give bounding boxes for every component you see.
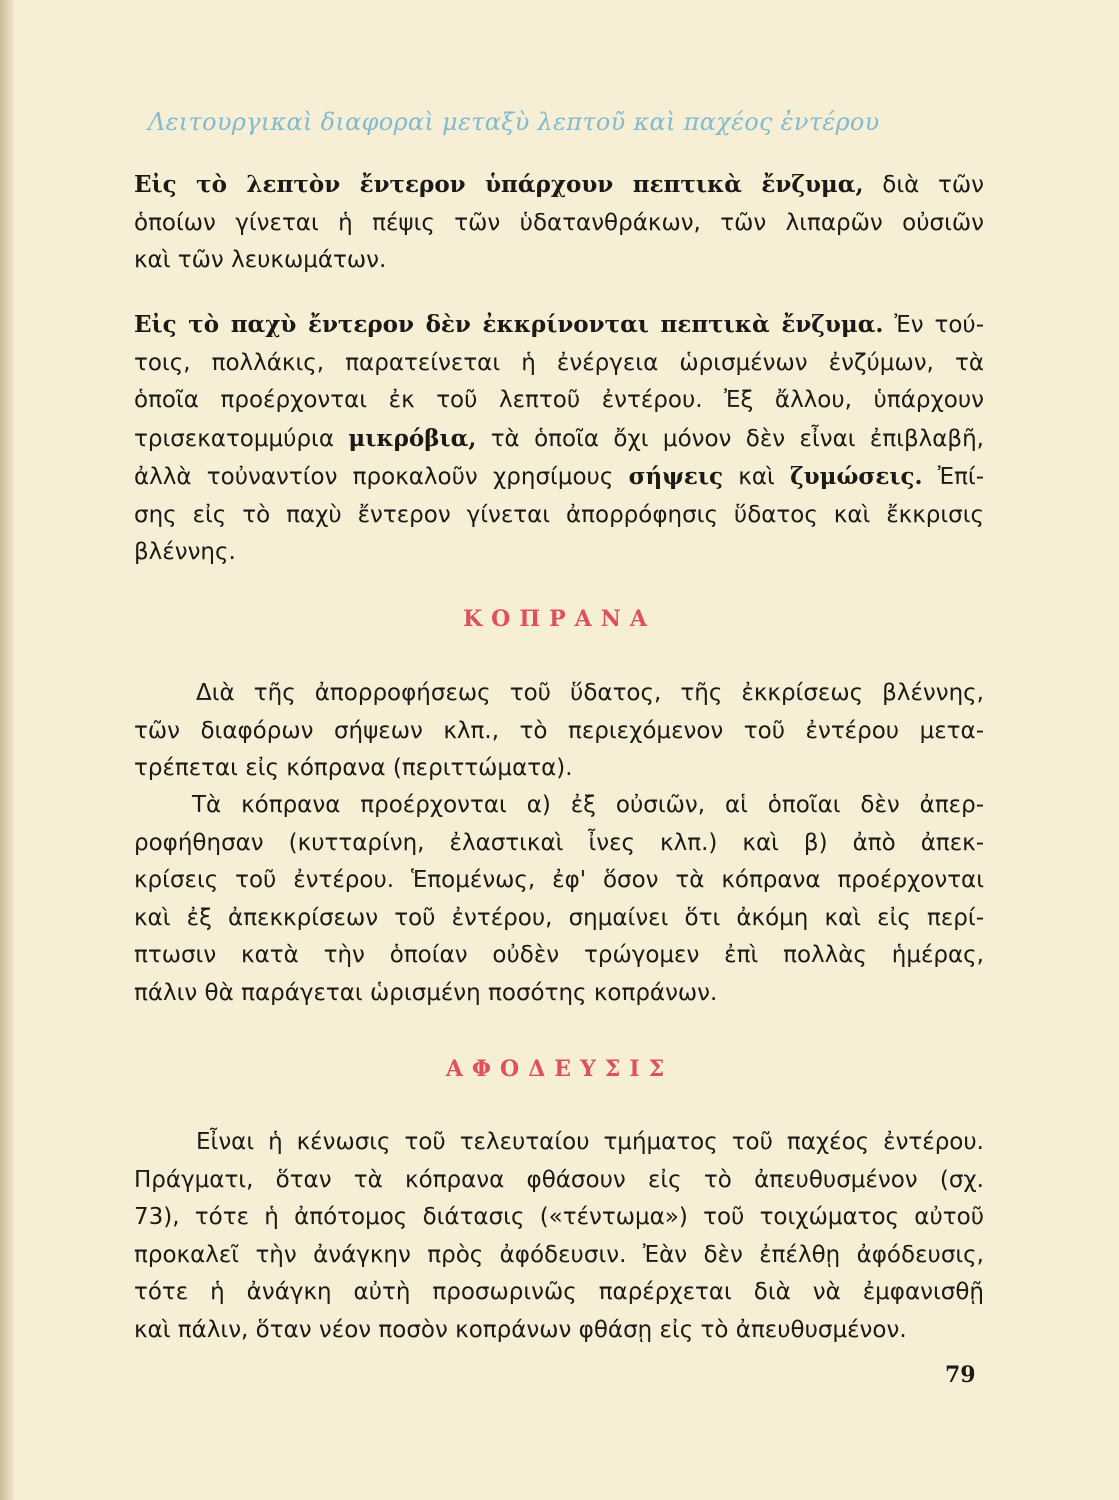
paragraph-large-intestine [134,306,984,572]
text-line: Εἰς τὸ λεπτὸν ἔντερον ὑπάρχουν πεπτικὰ ἔνζυμα, διὰ τῶν [134,171,984,198]
text-line: ἀλλὰ τοὐναντίον προκαλοῦν χρησίμους σήψεις καὶ ζυμώσεις. Ἐπί- [134,463,985,490]
text-line: ὁποίων γίνεται ἡ πέψις τῶν ὑδατανθράκων, τῶν λιπαρῶν οὐσιῶν [134,209,984,236]
text-line: τρέπεται εἰς κόπρανα (περιττώματα). [134,755,573,781]
page-number: 79 [945,1362,976,1388]
text-line: κρίσεις τοῦ ἐντέρου. Ἑπομένως, ἐφ' ὅσον τὰ κόπρανα προέρχονται [134,867,984,893]
text-line: σης εἰς τὸ παχὺ ἔντερον γίνεται ἀπορρόφησις ὕδατος καὶ ἔκκρισις [134,501,984,528]
paragraph-feces-formation [134,675,984,788]
text-line: προκαλεῖ τὴν ἀνάγκην πρὸς ἀφόδευσιν. Ἐὰν δὲν ἐπέλθῃ ἀφόδευσις, [134,1241,984,1268]
page-gutter [0,0,14,1500]
text-line: βλέννης. [134,539,236,565]
text-line: πάλιν θὰ παράγεται ὡρισμένη ποσότης κοπράνων. [134,979,718,1006]
text-line: ροφήθησαν (κυτταρίνη, ἐλαστικαὶ ἶνες κλπ.) καὶ β) ἀπὸ ἀπεκ- [134,829,984,856]
paragraph-feces-origin [134,787,984,1012]
text-line: Διὰ τῆς ἀπορροφήσεως τοῦ ὕδατος, τῆς ἐκκρίσεως βλέννης, [196,680,984,706]
text-line: τῶν διαφόρων σήψεων κλπ., τὸ περιεχόμενον τοῦ ἐντέρου μετα- [134,717,984,744]
text-line: τοις, πολλάκις, παρατείνεται ἡ ἐνέργεια ὡρισμένων ἐνζύμων, τὰ [134,349,984,376]
text-line: Εἰς τὸ παχὺ ἔντερον δὲν ἐκκρίνονται πεπτικὰ ἔνζυμα. Ἐν τού- [134,311,984,338]
text-line: ὁποῖα προέρχονται ἐκ τοῦ λεπτοῦ ἐντέρου. Ἐξ ἄλλου, ὑπάρχουν [134,387,984,413]
heading-afodeusis: ΑΦΟΔΕΥΣΙΣ [445,1056,674,1082]
text-line: καὶ ἐξ ἀπεκκρίσεων τοῦ ἐντέρου, σημαίνει ὅτι ἀκόμη καὶ εἰς περί- [134,904,984,931]
paragraph-small-intestine [134,166,984,280]
text-line: τρισεκατομμύρια μικρόβια, τὰ ὁποῖα ὄχι μόνον δὲν εἶναι ἐπιβλαβῆ, [134,424,984,452]
section-title: Λειτουργικαὶ διαφοραὶ μεταξὺ λεπτοῦ καὶ παχέος ἐντέρου [148,108,880,136]
text-line: τότε ἡ ἀνάγκη αὐτὴ προσωρινῶς παρέρχεται διὰ νὰ ἐμφανισθῇ [134,1279,984,1305]
text-line: 73), τότε ἡ ἀπότομος διάτασις («τέντωμα») τοῦ τοιχώματος αὐτοῦ [134,1204,984,1230]
text-line: καὶ τῶν λευκωμάτων. [134,247,387,273]
heading-kopran: ΚΟΠΡΑΝΑ [463,606,656,632]
text-line: καὶ πάλιν, ὅταν νέον ποσὸν κοπράνων φθάσῃ εἰς τὸ ἀπευθυσμένον. [134,1316,907,1343]
text-line: Τὰ κόπρανα προέρχονται α) ἐξ οὐσιῶν, αἱ ὁποῖαι δὲν ἀπερ- [192,792,984,818]
text-line: Εἶναι ἡ κένωσις τοῦ τελευταίου τμήματος τοῦ παχέος ἐντέρου. [196,1129,984,1155]
text-line: πτωσιν κατὰ τὴν ὁποίαν οὐδὲν τρώγομεν ἐπὶ πολλὰς ἡμέρας, [134,942,984,968]
paragraph-defecation [134,1124,984,1349]
text-line: Πράγματι, ὅταν τὰ κόπρανα φθάσουν εἰς τὸ ἀπευθυσμένον (σχ. [134,1166,984,1193]
